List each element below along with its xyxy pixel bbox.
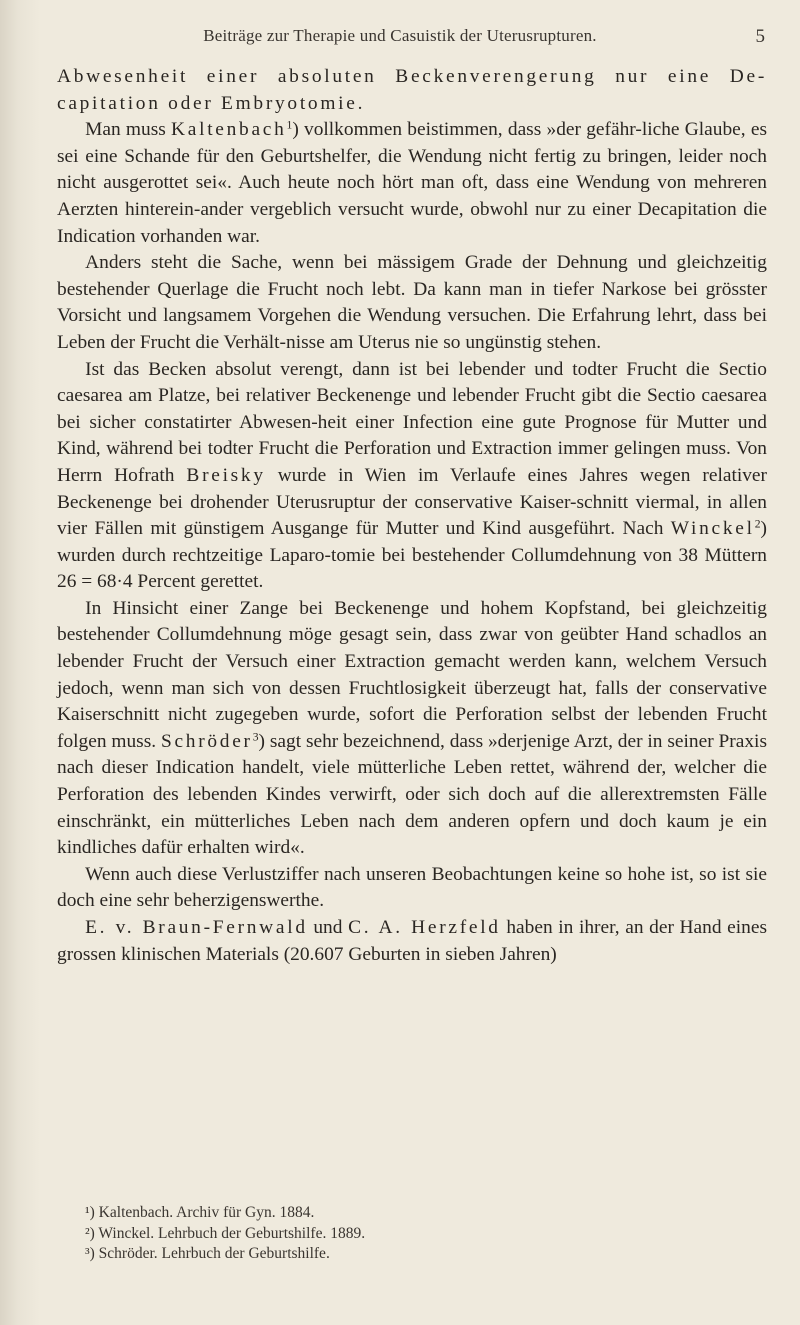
paragraph-3-text: Anders steht die Sache, wenn bei mässigem Grade der Dehnung und gleichzeitig bestehender Querlage die Frucht noch lebt. Da kann man in tiefer Narkose bei grösster Vorsicht und langsamem Vorgehen die Wendung versuchen. Die Erfahrung lehrt, dass bei Leben der Frucht die Verhält-nisse am Uterus nie so ungünstig stehen. [57,252,767,353]
paragraph-2 [57,117,767,250]
paragraph-7 [57,915,767,968]
paragraph-2-text-b: ) vollkommen beistimmen, dass »der gefähr-liche Glaube, es sei eine Schande für den Geburtshelfer, die Wendung nicht fertig zu bringen, leider noch nicht ausgerottet sei«. Auch heute noch hört man oft, dass eine Wendung von mehreren Aerzten hinterein-ander vergeblich versucht wurde, obwohl nur zu einer Decapitation die Indication vorhanden war. [57,119,767,247]
footnote-ref-1: 1 [286,118,293,132]
paragraph-1 [57,64,767,117]
page-header [0,26,800,56]
footnote-3: ³) Schröder. Lehrbuch der Geburtshilfe. [85,1245,330,1262]
body-text [57,64,767,968]
footnote-1: ¹) Kaltenbach. Archiv für Gyn. 1884. [85,1204,315,1221]
author-name-breisky: Breisky [186,464,266,486]
footnotes [85,1203,725,1265]
footnote-ref-2: 2 [754,517,761,531]
paragraph-2-text-a: Man muss [85,119,172,141]
paragraph-6 [57,862,767,915]
paragraph-6-text: Wenn auch diese Verlustziffer nach unseren Beobachtungen keine so hohe ist, so ist sie doch eine sehr beherzigenswerthe. [57,863,767,912]
author-name-braun-fernwald: E. v. Braun-Fernwald [85,917,308,938]
paragraph-7-text-a: und [307,917,349,938]
author-name-schroeder: Schröder [160,730,253,752]
running-head: Beiträge zur Therapie und Casuistik der Uterusrupturen. [203,26,597,45]
paragraph-1-text: Abwesenheit einer absoluten Beckenverengerung nur eine De-capitation oder Embryotomie. [57,66,767,114]
paragraph-4 [57,357,767,596]
author-name-kaltenbach: Kaltenbach [171,119,287,141]
author-name-herzfeld: C. A. Herzfeld [348,917,501,938]
paragraph-3 [57,250,767,356]
page-number: 5 [755,26,765,47]
paragraph-5 [57,596,767,862]
paragraph-4-text-a: Ist das Becken absolut verengt, dann ist bei lebender und todter Frucht die Sectio caesarea am Platze, bei relativer Beckenenge und lebender Frucht gibt die Sectio caesarea bei sicher constatirter Abwesen-heit einer Infection eine gute Prognose für Mutter und Kind, während bei todter Frucht die Perforation und Extraction immer gelingen muss. Von Herrn Hofrath [57,358,767,486]
author-name-winckel: Winckel [670,518,755,540]
paragraph-5-text-a: In Hinsicht einer Zange bei Beckenenge und hohem Kopfstand, bei gleichzeitig bestehender Collumdehnung möge gesagt sein, dass zwar von geübter Hand schadlos an lebender Frucht der Versuch einer Extraction gemacht werden kann, welchem Versuch jedoch, wenn man sich von dessen Fruchtlosigkeit überzeugt hat, falls der conservative Kaiserschnitt nicht zugegeben wurde, sofort die Perforation selbst der lebenden Frucht folgen muss. [57,597,767,752]
footnote-ref-3: 3 [252,730,259,744]
paragraph-4-text-b: wurde in Wien im Verlaufe eines Jahres wegen relativer Beckenenge bei drohender Uterusruptur der conservative Kaiser-schnitt viermal, in allen vier Fällen mit günstigem Ausgange für Mutter und Kind ausgeführt. Nach [57,464,767,540]
paragraph-4-text-c: ) wurden durch rechtzeitige Laparo-tomie bei bestehender Collumdehnung von 38 Müttern 26 = 68·4 Percent gerettet. [57,518,767,593]
paragraph-7-text-b: haben in ihrer, an der Hand eines grossen klinischen Materials (20.607 Geburten in sieben Jahren) [57,917,767,965]
footnote-2: ²) Winckel. Lehrbuch der Geburtshilfe. 1889. [85,1224,366,1242]
paragraph-5-text-b: ) sagt sehr bezeichnend, dass »derjenige Arzt, der in seiner Praxis nach dieser Indication handelt, viele mütterliche Leben rettet, während der, welcher die Perforation des lebenden Kindes verwirft, oder sich doch auf die allerextremsten Fälle einschränkt, ein mütterliches Leben nach dem anderen opfern und doch kaum je ein kindliches dafür erhalten wird«. [57,730,767,859]
